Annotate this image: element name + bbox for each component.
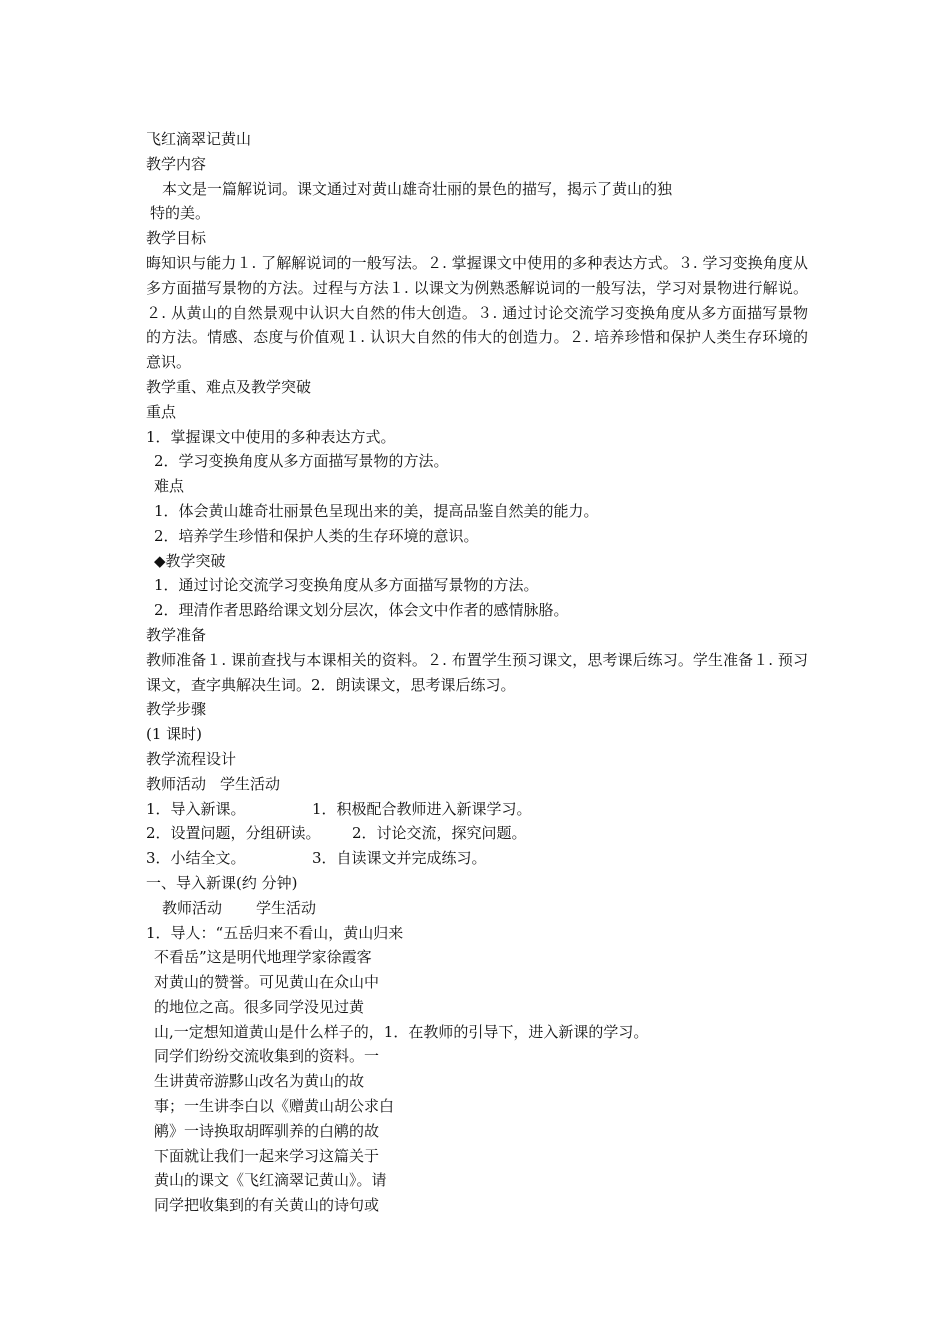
section1-line: 的地位之高。很多同学没见过黄 <box>154 997 365 1016</box>
flow-teacher-cell: 1．导入新课。 <box>146 799 246 818</box>
prep-heading: 教学准备 <box>146 625 207 644</box>
focus-item: 2．学习变换角度从多方面描写景物的方法。 <box>154 452 449 471</box>
section1-line: 生讲黄帝游黟山改名为黄山的故 <box>154 1072 365 1091</box>
flow-student-cell: 1．积极配合教师进入新课学习。 <box>312 799 532 818</box>
section1-line: 鹇》一诗换取胡晖驯养的白鹇的故 <box>154 1121 380 1140</box>
content-line: 特的美。 <box>150 204 211 223</box>
section1-line: 对黄山的赞誉。可见黄山在众山中 <box>154 973 380 992</box>
flow-heading: 教学流程设计 <box>146 749 237 768</box>
focus-item: 1．掌握课文中使用的多种表达方式。 <box>146 427 396 446</box>
steps-heading: 教学步骤 <box>146 700 207 719</box>
difficulty-item: 2．培养学生珍惜和保护人类的生存环境的意识。 <box>154 526 479 545</box>
section1-line: 事；一生讲李白以《赠黄山胡公求白 <box>154 1097 395 1116</box>
flow-student-cell: 3．自读课文并完成练习。 <box>312 849 487 868</box>
flow-table-header <box>146 772 808 797</box>
section1-line: 不看岳”这是明代地理学家徐霞客 <box>154 948 372 967</box>
flow-table-row <box>146 846 808 871</box>
key-points-heading: 教学重、难点及教学突破 <box>146 377 312 396</box>
difficulty-item: 1．体会黄山雄奇壮丽景色呈现出来的美，提高品鉴自然美的能力。 <box>154 501 599 520</box>
content-heading: 教学内容 <box>146 154 207 173</box>
document-body <box>146 127 808 1218</box>
section1-heading: 一、导入新课(约 分钟) <box>146 873 298 892</box>
flow-teacher-cell: 2．设置问题，分组研读。 <box>146 824 321 843</box>
section1-header-teacher: 教师活动 <box>162 898 223 917</box>
section1-table-header <box>146 896 808 921</box>
section1-line: 黄山的课文《飞红滴翠记黄山》。请 <box>154 1171 387 1190</box>
goals-heading: 教学目标 <box>146 229 207 248</box>
flow-header-student: 学生活动 <box>220 774 281 793</box>
section1-line: 山,一定想知道黄山是什么样子的，1．在教师的引导下，进入新课的学习。 <box>154 1022 649 1041</box>
flow-table-row <box>146 797 808 822</box>
flow-table-row <box>146 821 808 846</box>
prep-paragraph: 教师准备１. 课前查找与本课相关的资料。２. 布置学生预习课文，思考课后练习。学生准备１. 预习课文，查字典解决生词。2．朗读课文，思考课后练习。 <box>146 650 808 694</box>
focus-label: 重点 <box>146 402 177 421</box>
section1-line: 1．导人：“五岳归来不看山，黄山归来 <box>146 923 404 942</box>
document-title: 飞红滴翠记黄山 <box>146 130 252 148</box>
breakthrough-label: ◆教学突破 <box>154 551 226 570</box>
flow-student-cell: 2．讨论交流，探究问题。 <box>352 824 527 843</box>
section1-line: 同学们纷纷交流收集到的资料。一 <box>154 1047 380 1066</box>
difficulty-label: 难点 <box>154 477 185 496</box>
steps-periods: (1 课时) <box>146 725 203 744</box>
flow-header-teacher: 教师活动 <box>146 774 207 793</box>
section1-line: 同学把收集到的有关黄山的诗句或 <box>154 1196 380 1215</box>
content-line: 本文是一篇解说词。课文通过对黄山雄奇壮丽的景色的描写，揭示了黄山的独 <box>162 179 673 198</box>
breakthrough-item: 1．通过讨论交流学习变换角度从多方面描写景物的方法。 <box>154 576 539 595</box>
section1-line: 下面就让我们一起来学习这篇关于 <box>154 1146 380 1165</box>
goals-paragraph: 晦知识与能力１. 了解解说词的一般写法。２. 掌握课文中使用的多种表达方式。３. 学习变换角度从多方面描写景物的方法。过程与方法１. 以课文为例熟悉解说词的一般写法，学习对景物进行解说。２. 从黄山的自然景观中认识大自然的伟大创造。３. 通过讨论交流学习变换角度从多方面描写景物的方法。情感、态度与价值观１. 认识大自然的伟大的创造力。２. 培养珍惜和保护人类生存环境的意识。 <box>146 253 808 372</box>
breakthrough-item: 2．理清作者思路给课文划分层次，体会文中作者的感情脉胳。 <box>154 601 569 620</box>
flow-teacher-cell: 3．小结全文。 <box>146 849 246 868</box>
section1-header-student: 学生活动 <box>256 898 317 917</box>
